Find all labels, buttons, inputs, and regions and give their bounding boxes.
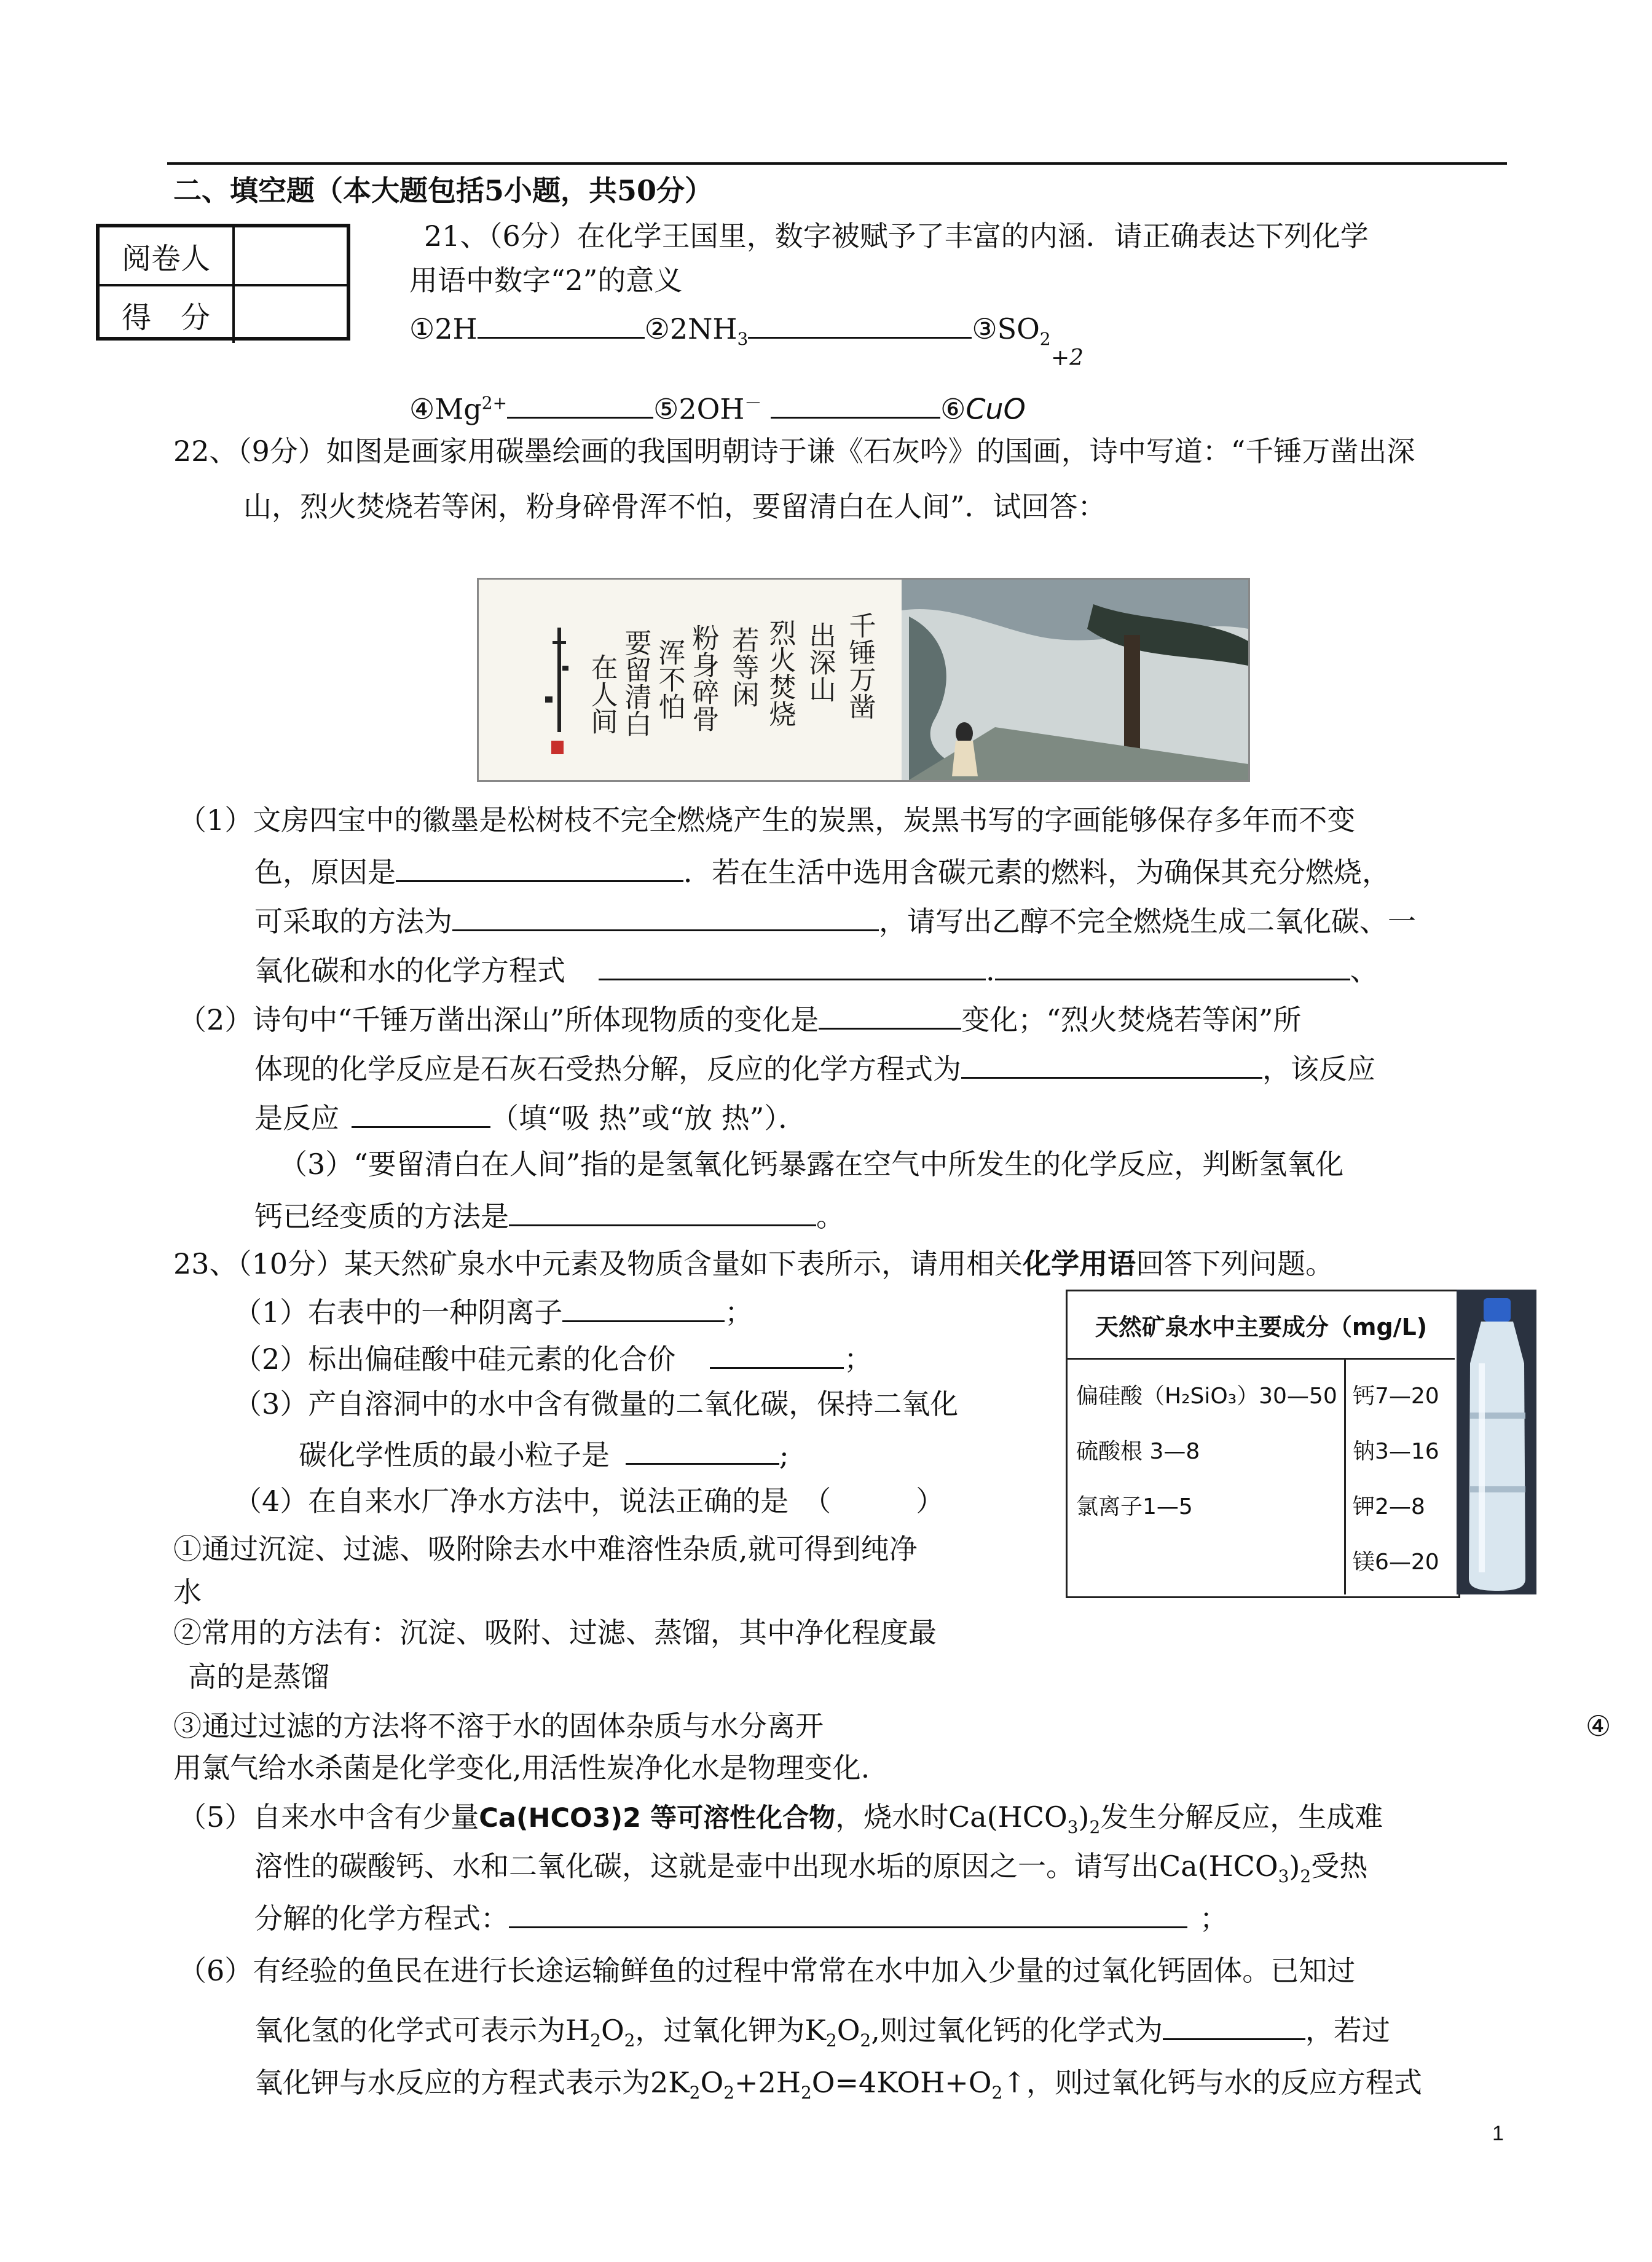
- section-title: 二、填空题（本大题包括5小题，共50分）: [173, 174, 714, 207]
- sub: 2: [860, 2030, 871, 2051]
- q23-s5-sub3b: 3: [1278, 1866, 1289, 1887]
- q22-blank-eq2[interactable]: [995, 950, 1350, 980]
- q23-s5-sub2b: 2: [1300, 1866, 1312, 1887]
- q23-s5-l2b: ): [1289, 1850, 1300, 1883]
- q21-line2: 用语中数字“2”的意义: [409, 264, 683, 297]
- calligraphy-col-7: 要留清白: [620, 629, 651, 737]
- q23-s3-l2: 碳化学性质的最小粒子是: [299, 1438, 610, 1472]
- q22-blank-heat[interactable]: [352, 1098, 490, 1128]
- q22-blank-eq1[interactable]: [599, 950, 986, 980]
- q21-blank2[interactable]: [748, 309, 972, 339]
- q23-opt3: ③通过过滤的方法将不溶于水的固体杂质与水分离开: [173, 1709, 824, 1743]
- q21-row2: [409, 386, 1026, 426]
- q22-p1-l4b: .: [986, 954, 995, 987]
- sub: 2: [991, 2083, 1003, 2103]
- q23-s5-line3: [254, 1898, 1228, 1936]
- q23-s2: [234, 1339, 872, 1376]
- calligraphy-col-6: 浑不怕: [653, 639, 685, 720]
- q21-item4: ④Mg: [409, 392, 482, 426]
- q23-s3-line2: [299, 1435, 789, 1472]
- sub: 2: [825, 2030, 837, 2051]
- q23-s3-line1: （3）产自溶洞中的水中含有微量的二氧化碳，保持二氧化: [234, 1387, 959, 1421]
- q23-s1-text: （1）右表中的一种阴离子: [234, 1296, 563, 1329]
- table-divider: [1344, 1358, 1346, 1594]
- sub: 2: [590, 2030, 601, 2051]
- text: +2H: [734, 2066, 801, 2099]
- table-left-1: 偏硅酸（H₂SiO₃）30—50: [1076, 1384, 1337, 1409]
- q23-s6-line1: （6）有经验的鱼民在进行长途运输鲜鱼的过程中常常在水中加入少量的过氧化钙固体。已知过: [178, 1954, 1356, 1987]
- table-right-2: 钠3—16: [1353, 1439, 1439, 1464]
- q23-blank-decomp-eq[interactable]: [509, 1898, 1187, 1928]
- q21-cuo-charge: +2: [1051, 345, 1084, 371]
- q22-p1-l4a: 氧化碳和水的化学方程式: [254, 954, 565, 987]
- q21-so2-sub: 2: [1039, 329, 1051, 350]
- sub: 2: [723, 2083, 735, 2103]
- q23-s5-sub3a: 3: [1067, 1817, 1079, 1838]
- q22-p2-l3a: 是反应: [254, 1101, 339, 1135]
- q22-p3-line1: （3）“要留清白在人间”指的是氢氧化钙暴露在空气中所发生的化学反应，判断氢氧化: [279, 1148, 1344, 1181]
- q23-line1a: 23、（10分）某天然矿泉水中元素及物质含量如下表所示，请用相关: [173, 1247, 1023, 1280]
- calligraphy-col-4: 若等闲: [727, 626, 759, 707]
- q22-p2-l2b: ，该反应: [1262, 1052, 1375, 1086]
- q23-opt4: 用氯气给水杀菌是化学变化,用活性炭净化水是物理变化.: [173, 1751, 870, 1784]
- q23-blank-particle[interactable]: [626, 1435, 779, 1465]
- text: O=4KOH+O: [811, 2066, 992, 2099]
- q22-p1-line4: [254, 950, 1379, 988]
- q23-opt2-line1: ②常用的方法有：沉淀、吸附、过滤、蒸馏，其中净化程度最: [173, 1616, 937, 1649]
- grader-label-reviewer: 阅卷人: [100, 227, 235, 284]
- q23-blank-anion[interactable]: [562, 1292, 725, 1322]
- q23-line1: [173, 1247, 1334, 1281]
- q22-p1-line2: [254, 852, 1390, 889]
- calligraphy-col-1: 千锤万凿: [844, 612, 876, 720]
- sub: 2: [800, 2083, 812, 2103]
- q22-p2-l1b: 变化；“烈火焚烧若等闲”所: [961, 1003, 1302, 1036]
- q21-row1: [409, 309, 1051, 357]
- q21-cuo: CuO: [966, 392, 1026, 426]
- q22-p2-line3: [254, 1098, 806, 1135]
- q22-blank-method2[interactable]: [509, 1196, 816, 1226]
- mineral-water-table: [1066, 1290, 1460, 1598]
- q23-s6-line2: [254, 2010, 1390, 2058]
- calligraphy-col-3: 烈火焚烧: [764, 619, 796, 727]
- q21-item1: ①2H: [409, 312, 478, 345]
- q22-p3-l2a: 钙已经变质的方法是: [254, 1200, 509, 1233]
- q23-s1: [234, 1292, 753, 1330]
- q23-opt1-line1: ①通过沉淀、过滤、吸附除去水中难溶性杂质,就可得到纯净: [173, 1532, 918, 1566]
- q23-line1c: 回答下列问题。: [1136, 1247, 1334, 1280]
- q22-line2: 山，烈火焚烧若等闲，粉身碎骨浑不怕，要留清白在人间”．试回答：: [243, 490, 1106, 523]
- q22-p1-line1: （1）文房四宝中的徽墨是松树枝不完全燃烧产生的炭黑，炭黑书写的字画能够保存多年而不变: [178, 803, 1356, 837]
- text: O: [600, 2014, 624, 2047]
- table-left-2: 硫酸根 3—8: [1076, 1439, 1200, 1464]
- q21-blank1[interactable]: [478, 309, 645, 339]
- q23-s5-l1d: ): [1078, 1800, 1090, 1834]
- q22-blank-eq3[interactable]: [961, 1049, 1262, 1079]
- q21-item6: ⑥: [940, 392, 966, 426]
- q22-p1-line3: [254, 901, 1416, 939]
- q23-s3-end: ;: [779, 1438, 789, 1472]
- q23-s5-l1e: 发生分解反应，生成难: [1100, 1800, 1383, 1834]
- q23-s5-l1a: （5）自来水中含有少量: [178, 1800, 479, 1834]
- q21-blank4[interactable]: [507, 388, 653, 419]
- table-title: 天然矿泉水中主要成分（mg/L): [1068, 1291, 1455, 1360]
- q22-blank-reason[interactable]: [396, 852, 683, 882]
- q23-line1b: 化学用语: [1023, 1247, 1136, 1280]
- calligraphy-col-8: 在人间: [586, 653, 618, 735]
- sub: 2: [624, 2030, 635, 2051]
- q22-p1-l3a: 可采取的方法为: [254, 905, 452, 938]
- q22-p3-line2: [254, 1196, 844, 1234]
- q23-s5-l1c: ，烧水时Ca(HCO: [835, 1800, 1068, 1834]
- water-bottle-svg: [1457, 1290, 1536, 1594]
- q22-p3-l2b: 。: [816, 1200, 844, 1233]
- q23-s5-l3b: ；: [1200, 1902, 1228, 1935]
- q21-line1: 21、（6分）在化学王国里，数字被赋予了丰富的内涵．请正确表达下列化学: [424, 219, 1369, 253]
- q23-s6-line3: [254, 2065, 1422, 2110]
- q23-blank-cao2[interactable]: [1163, 2010, 1305, 2040]
- grader-box: [96, 224, 350, 341]
- q22-blank-change[interactable]: [819, 999, 961, 1030]
- q23-s5-l3a: 分解的化学方程式：: [254, 1902, 509, 1935]
- q22-blank-method[interactable]: [452, 901, 879, 931]
- q22-p1-l2a: 色，原因是: [254, 856, 396, 889]
- grader-label-score: 得 分: [100, 286, 235, 343]
- painting-svg: [479, 580, 1248, 780]
- q23-opt2-line2: 高的是蒸馏: [188, 1660, 329, 1693]
- q21-blank5[interactable]: [771, 388, 940, 419]
- calligraphy-col-2: 出深山: [804, 621, 836, 703]
- q22-p2-l1a: （2）诗句中“千锤万凿出深山”所体现物质的变化是: [178, 1003, 819, 1036]
- q21-item2: ②2NH: [644, 312, 738, 345]
- text: O: [836, 2014, 860, 2047]
- q23-s5-l1b: Ca(HCO3)2 等可溶性化合物: [479, 1803, 836, 1834]
- q23-s5-sub2a: 2: [1089, 1817, 1101, 1838]
- q23-s6-l2a: 氧化氢的化学式可表示为H: [254, 2014, 591, 2047]
- q22-p2-l3b: （填“吸 热”或“放 热”）．: [490, 1101, 807, 1135]
- q23-blank-valence[interactable]: [710, 1339, 844, 1369]
- q23-s2-end: ；: [844, 1342, 873, 1376]
- text: O: [700, 2066, 724, 2099]
- text: ,则过氧化钙的化学式为: [871, 2014, 1163, 2047]
- grader-row-score: [100, 284, 347, 343]
- q23-s5-l2c: 受热: [1311, 1850, 1368, 1883]
- table-right-3: 钾2—8: [1353, 1494, 1425, 1519]
- q22-p1-l2b: ．若在生活中选用含碳元素的燃料，为确保其充分燃烧，: [683, 856, 1390, 889]
- table-left-3: 氯离子1—5: [1076, 1494, 1193, 1519]
- q23-opt1-line2: 水: [173, 1575, 202, 1609]
- q23-s5-line1: [178, 1800, 1383, 1845]
- q21-mg-sup: 2+: [481, 393, 508, 413]
- top-rule: [167, 162, 1507, 165]
- q21-item3: ③SO: [972, 312, 1040, 345]
- q22-p1-l4c: 、: [1350, 954, 1379, 987]
- painting-image: [477, 578, 1250, 782]
- q22-p2-l2a: 体现的化学反应是石灰石受热分解，反应的化学方程式为: [254, 1052, 961, 1086]
- q23-opt4-mark: ④: [1586, 1709, 1611, 1743]
- text: ↑，则过氧化钙与水的反应方程式: [1002, 2066, 1422, 2099]
- q22-p1-l3b: ，请写出乙醇不完全燃烧生成二氧化碳、一: [879, 905, 1416, 938]
- table-right-4: 镁6—20: [1353, 1550, 1439, 1575]
- q23-s4: （4）在自来水厂净水方法中，说法正确的是 （ ）: [234, 1484, 945, 1518]
- grader-row-reviewer: [100, 227, 347, 284]
- table-right-1: 钙7—20: [1353, 1384, 1439, 1409]
- q21-item5: ⑤2OH: [653, 392, 745, 426]
- water-bottle-image: [1457, 1290, 1536, 1594]
- text: ，若过: [1305, 2014, 1390, 2047]
- q23-s5-l2a: 溶性的碳酸钙、水和二氧化碳，这就是壶中出现水垢的原因之一。请写出Ca(HCO: [254, 1850, 1278, 1883]
- calligraphy-col-5: 粉身碎骨: [687, 624, 719, 732]
- q22-p2-line2: [254, 1049, 1375, 1086]
- page-number: 1: [1492, 2122, 1504, 2145]
- text: ，过氧化钾为K: [635, 2014, 826, 2047]
- sub: 2: [689, 2083, 701, 2103]
- q23-s1-end: ；: [725, 1296, 753, 1329]
- q23-s5-line2: [254, 1849, 1367, 1894]
- q21-nh3-sub: 3: [737, 329, 749, 350]
- q23-s2-text: （2）标出偏硅酸中硅元素的化合价: [234, 1342, 676, 1376]
- q22-line1: 22、（9分）如图是画家用碳墨绘画的我国明朝诗于谦《石灰吟》的国画，诗中写道：“千锤万凿出深: [173, 435, 1415, 468]
- q21-oh-sup: －: [744, 393, 762, 413]
- q22-p2-line1: [178, 999, 1301, 1037]
- text: 氧化钾与水反应的方程式表示为2K: [254, 2066, 690, 2099]
